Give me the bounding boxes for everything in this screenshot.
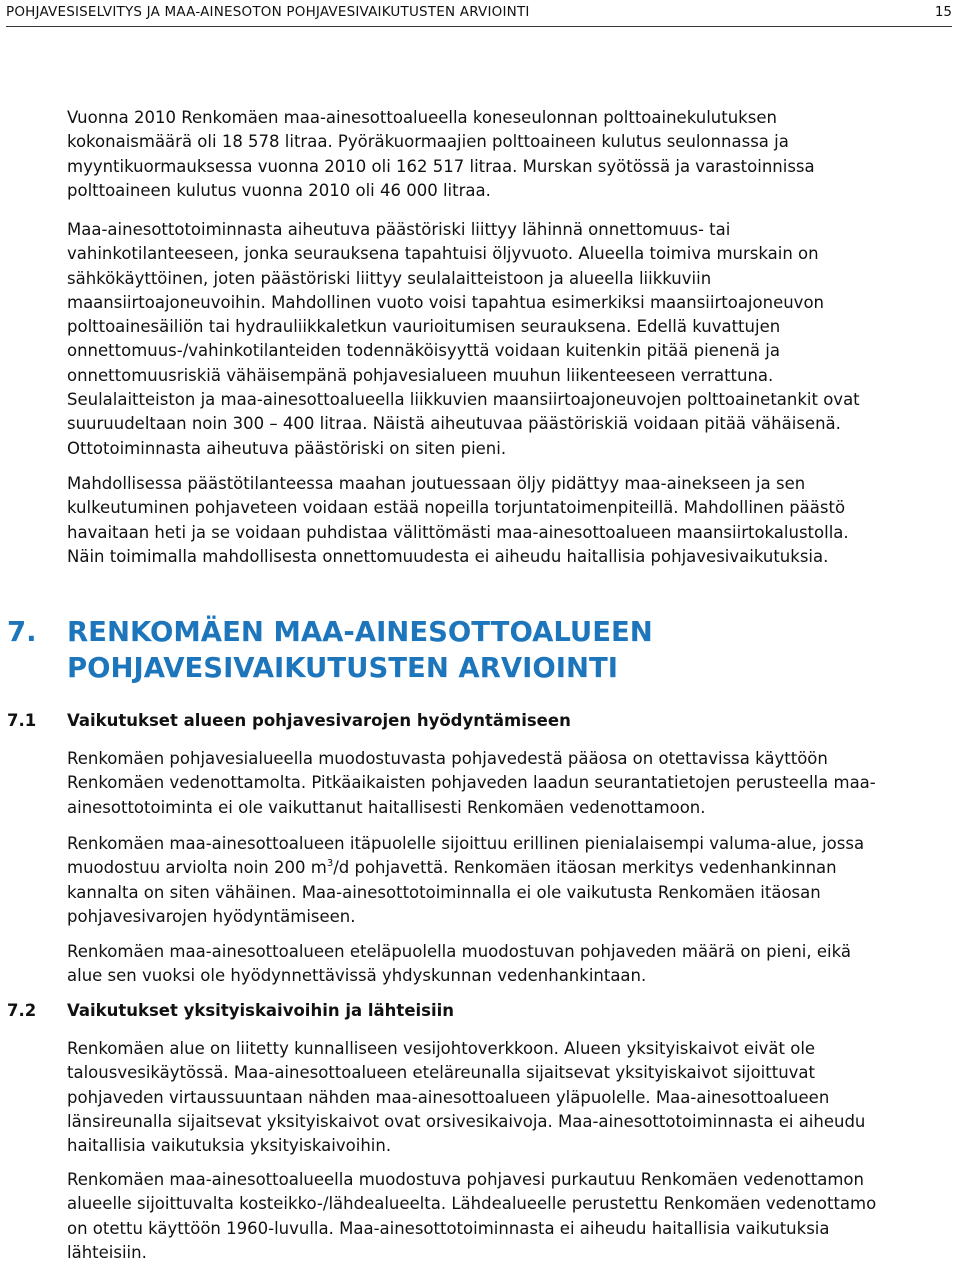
text-line: Ottotoiminnasta aiheutuva päästöriski on siten pieni. [67,438,507,458]
page-header [6,0,952,27]
text-line: Näin toimimalla mahdollisesta onnettomuudesta ei aiheudu haitallisia pohjavesivaikutuksia. [67,546,829,566]
paragraph-water-intake [67,747,952,820]
text-line: pohjaveden virtaussuuntaan nähden maa-ainesottoalueen yläpuolelle. Maa-ainesottoalueen [67,1087,830,1107]
chapter-title-line: RENKOMÄEN MAA-AINESOTTOALUEEN [67,616,653,648]
text-line: vahinkotilanteeseen, jonka seurauksena tapahtuisi öljyvuoto. Alueella toimiva murskain on [67,244,819,264]
text-line: Maa-ainesottotoiminnasta aiheutuva päästöriski liittyy lähinnä onnettomuus- tai [67,220,731,239]
text-line: Vuonna 2010 Renkomäen maa-ainesottoalueella koneseulonnan polttoainekulutuksen [67,108,777,127]
text-line: myyntikuormauksessa vuonna 2010 oli 162 517 litraa. Murskan syötössä ja varastoinnissa [67,156,815,176]
paragraph-east-catchment [67,832,952,929]
text-line: kannalta on siten vähäinen. Maa-ainesottotoiminnalla ei ole vaikutusta Renkomäen itäosan [67,882,821,902]
section-title: Vaikutukset alueen pohjavesivarojen hyödyntämiseen [67,711,571,730]
text-line: onnettomuusriskiä vähäisempänä pohjavesialueen muuhun liikenteeseen verrattuna. [67,365,774,385]
text-line: polttoainesäiliön tai hydrauliikkaletkun vaurioitumisen seurauksena. Edellä kuvattujen [67,317,781,337]
text-line: kokonaismäärä oli 18 578 litraa. Pyöräkuormaajien polttoaineen kulutus seulonnassa ja [67,132,789,152]
text-line: Seulalaitteiston ja maa-ainesottoalueella liikkuvien maansiirtoajoneuvojen polttoainetankit ovat [67,390,860,410]
text-line: Renkomäen maa-ainesottoalueella muodostuva pohjavesi purkautuu Renkomäen vedenottamon [67,1170,864,1189]
text-line: Renkomäen pohjavesialueella muodostuvasta pohjavedestä pääosa on otettavissa käyttöön [67,749,828,768]
paragraph-springs [67,1168,952,1265]
page-number: 15 [934,4,952,20]
text-line: kulkeutuminen pohjaveteen voidaan estää nopeilla torjuntatoimenpiteillä. Mahdollinen päästö [67,498,846,518]
superscript: 3 [326,858,334,870]
text-line: Renkomäen maa-ainesottoalueen itäpuolelle sijoittuu erillinen pienialaisempi valuma-alue, jossa [67,834,865,853]
text-line: suuruudeltaan noin 300 – 400 litraa. Näistä aiheutuvaa päästöriskiä voidaan pitää vähäisenä. [67,414,841,434]
paragraph-fuel-consumption [67,106,952,203]
text-line: lähteisiin. [67,1242,147,1262]
text-line [67,856,952,880]
paragraph-emission-risk [67,218,952,461]
chapter-title [67,614,653,686]
section-number: 7.1 [7,711,37,730]
text-line: alueelle sijoittuvalta kosteikko-/lähdealueelta. Lähdealueelle perustettu Renkomäen vedenottamo [67,1194,877,1214]
text-line: haitallisia vaikutuksia yksityiskaivoihin. [67,1136,392,1156]
section-number: 7.2 [7,1001,37,1020]
text-line: talousvesikäytössä. Maa-ainesottoalueen eteläreunalla sijaitsevat yksityiskaivot sijoittuvat [67,1063,816,1083]
text-line: onnettomuus-/vahinkotilanteiden todennäköisyyttä voidaan kuitenkin pitää pienenä ja [67,341,780,361]
text-line: länsireunalla sijaitsevat yksityiskaivot ovat orsivesikaivoja. Maa-ainesottotoiminnasta ei aiheudu [67,1111,866,1131]
text-line: alue sen vuoksi ole hyödynnettävissä yhdyskunnan vedenhankintaan. [67,966,647,986]
text-line: polttoaineen kulutus vuonna 2010 oli 46 000 litraa. [67,180,491,200]
text-fragment: muodostuu arviolta noin 200 m [67,858,327,878]
text-line: ainesottotoiminta ei ole vaikuttanut haitallisesti Renkomäen vedenottamoon. [67,797,706,817]
text-line: maansiirtoajoneuvoihin. Mahdollinen vuoto voisi tapahtua esimerkiksi maansiirtoajoneuvon [67,292,824,312]
paragraph-private-wells [67,1037,952,1158]
text-fragment: /d pohjavettä. Renkomäen itäosan merkitys vedenhankinnan [333,858,837,878]
text-line: Renkomäen vedenottamolta. Pitkäaikaisten pohjaveden laadun seurantatietojen perusteella maa- [67,773,876,793]
text-line: Renkomäen alue on liitetty kunnalliseen vesijohtoverkkoon. Alueen yksityiskaivot eivät ole [67,1039,816,1058]
text-line: Renkomäen maa-ainesottoalueen eteläpuolella muodostuvan pohjaveden määrä on pieni, eikä [67,942,851,961]
text-line: on otettu käyttöön 1960-luvulla. Maa-ainesottotoiminnasta ei aiheudu haitallisia vaikutuksia [67,1218,830,1238]
paragraph-spill-response [67,472,952,569]
section-title: Vaikutukset yksityiskaivoihin ja lähteisiin [67,1001,455,1020]
paragraph-south-catchment [67,940,952,989]
text-line: havaitaan heti ja se voidaan puhdistaa välittömästi maa-ainesottoalueen maansiirtokalustolla. [67,522,849,542]
text-line: pohjavesivarojen hyödyntämiseen. [67,906,356,926]
header-title: POHJAVESISELVITYS JA MAA-AINESOTON POHJAVESIVAIKUTUSTEN ARVIOINTI [6,4,530,20]
chapter-number: 7. [7,616,37,648]
text-line: sähkökäyttöinen, joten päästöriski liittyy seulalaitteistoon ja alueella liikkuviin [67,268,712,288]
text-line: Mahdollisessa päästötilanteessa maahan joutuessaan öljy pidättyy maa-ainekseen ja sen [67,474,806,493]
chapter-title-line: POHJAVESIVAIKUTUSTEN ARVIOINTI [67,652,619,684]
